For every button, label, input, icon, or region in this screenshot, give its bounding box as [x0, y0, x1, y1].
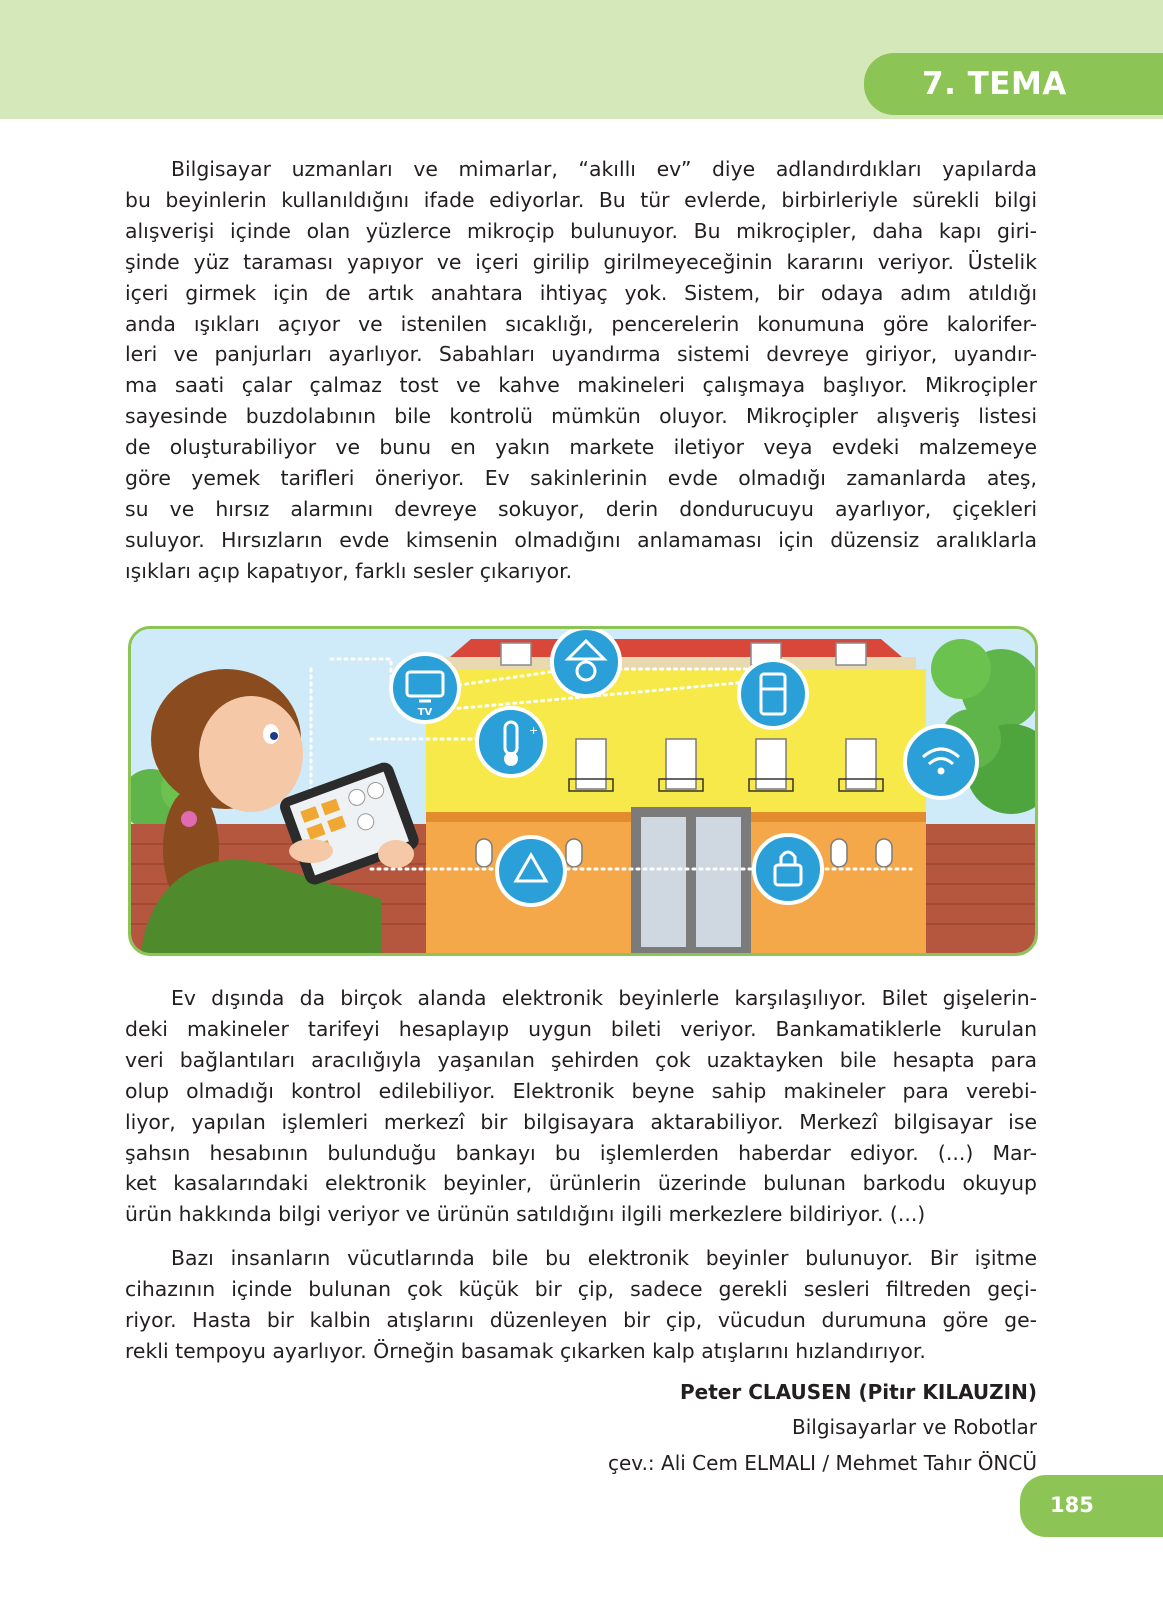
- page-number: 185: [1050, 1493, 1094, 1517]
- text-line: cihazının içinde bulunan çok küçük bir çip, sadece gerekli sesleri filtreden geçi-: [125, 1276, 1037, 1301]
- wifi-icon: [905, 726, 977, 798]
- text-line: göre yemek tarifleri öneriyor. Ev sakinlerinin evde olmadığı zamanlarda ateş,: [125, 466, 1037, 491]
- text-line: su ve hırsız alarmını devreye sokuyor, derin dondurucuyu ayarlıyor, çiçekleri: [125, 496, 1037, 521]
- theme-label: 7. TEMA: [922, 66, 1067, 102]
- lock-icon: [754, 835, 822, 903]
- book-title: Bilgisayarlar ve Robotlar: [791, 1415, 1037, 1439]
- fridge-icon: [739, 660, 807, 728]
- text-line: de oluşturabiliyor ve bunu en yakın markete iletiyor veya evdeki malzemeye: [125, 435, 1037, 460]
- text-line: olup olmadığı kontrol edilebiliyor. Elektronik beyne sahip makineler para verebi-: [125, 1078, 1037, 1103]
- text-line: rekli tempoyu ayarlıyor. Örneğin basamak çıkarken kalp atışlarını hızlandırıyor.: [125, 1338, 926, 1363]
- lamp-icon: [552, 629, 620, 696]
- text-line: Bazı insanların vücutlarında bile bu elektronik beyinler bulunuyor. Bir işitme: [171, 1246, 1037, 1270]
- text-line: alışverişi içinde olan yüzlerce mikroçip bulunuyor. Bu mikroçipler, daha kapı giri-: [125, 218, 1037, 243]
- paragraph-3: [125, 1243, 1037, 1367]
- text-line: suluyor. Hırsızların evde kimsenin olmadığını anlamaması için düzensiz aralıklarla: [125, 527, 1037, 552]
- paragraph-2: [125, 983, 1037, 1230]
- smart-home-illustration: [128, 626, 1038, 956]
- tv-label: TV: [417, 707, 433, 718]
- text-line: Ev dışında da birçok alanda elektronik beyinlerle karşılaşılıyor. Bilet gişelerin-: [171, 986, 1037, 1010]
- text-line: liyor, yapılan işlemleri merkezî bir bilgisayara aktarabiliyor. Merkezî bilgisayar ise: [125, 1109, 1037, 1134]
- text-line: şahsın hesabının bulunduğu bankayı bu işlemlerden haberdar ediyor. (...) Mar-: [125, 1140, 1037, 1165]
- thermometer-icon: [477, 708, 545, 776]
- tv-icon: [391, 654, 459, 722]
- text-line: sayesinde buzdolabının bile kontrolü mümkün oluyor. Mikroçipler alışveriş listesi: [125, 404, 1037, 429]
- recycle-icon: [497, 837, 565, 905]
- text-line: anda ışıkları açıyor ve istenilen sıcaklığı, pencerelerin konumuna göre kalorifer-: [125, 311, 1037, 336]
- text-line: içeri girmek için de artık anahtara ihtiyaç yok. Sistem, bir odaya adım atıldığı: [125, 280, 1037, 305]
- text-line: ma saati çalar çalmaz tost ve kahve makineleri çalışmaya başlıyor. Mikroçipler: [125, 373, 1037, 398]
- text-line: riyor. Hasta bir kalbin atışlarını düzenleyen bir çip, vücudun durumuna göre ge-: [125, 1307, 1037, 1332]
- svg-text:+: +: [529, 724, 539, 737]
- text-line: Bilgisayar uzmanları ve mimarlar, “akıllı ev” diye adlandırdıkları yapılarda: [171, 157, 1037, 181]
- text-line: veri bağlantıları aracılığıyla yaşanılan şehirden çok uzaktayken bile hesapta para: [125, 1047, 1037, 1072]
- author-credit: Peter CLAUSEN (Pitır KILAUZIN): [680, 1380, 1037, 1404]
- text-line: ket kasalarındaki elektronik beyinler, ürünlerin üzerinde bulunan barkodu okuyup: [125, 1171, 1037, 1196]
- text-line: deki makineler tarifeyi hesaplayıp uygun bileti veriyor. Bankamatiklerle kurulan: [125, 1016, 1037, 1041]
- text-line: şinde yüz taraması yapıyor ve içeri girilip girilmeyeceğinin kararını veriyor. Üstelik: [125, 249, 1037, 274]
- paragraph-1: [125, 154, 1037, 587]
- translators-credit: çev.: Ali Cem ELMALI / Mehmet Tahır ÖNCÜ: [607, 1451, 1037, 1475]
- smart-home-scene: [131, 629, 1035, 953]
- text-line: ışıkları açıp kapatıyor, farklı sesler çıkarıyor.: [125, 558, 573, 583]
- text-line: ürün hakkında bilgi veriyor ve ürünün satıldığını ilgili merkezlere bildiriyor. (...): [125, 1202, 926, 1227]
- text-line: bu beyinlerin kullanıldığını ifade ediyorlar. Bu tür evlerde, birbirleriyle sürekli bilgi: [125, 187, 1037, 212]
- text-line: leri ve panjurları ayarlıyor. Sabahları uyandırma sistemi devreye giriyor, uyandır-: [125, 342, 1037, 367]
